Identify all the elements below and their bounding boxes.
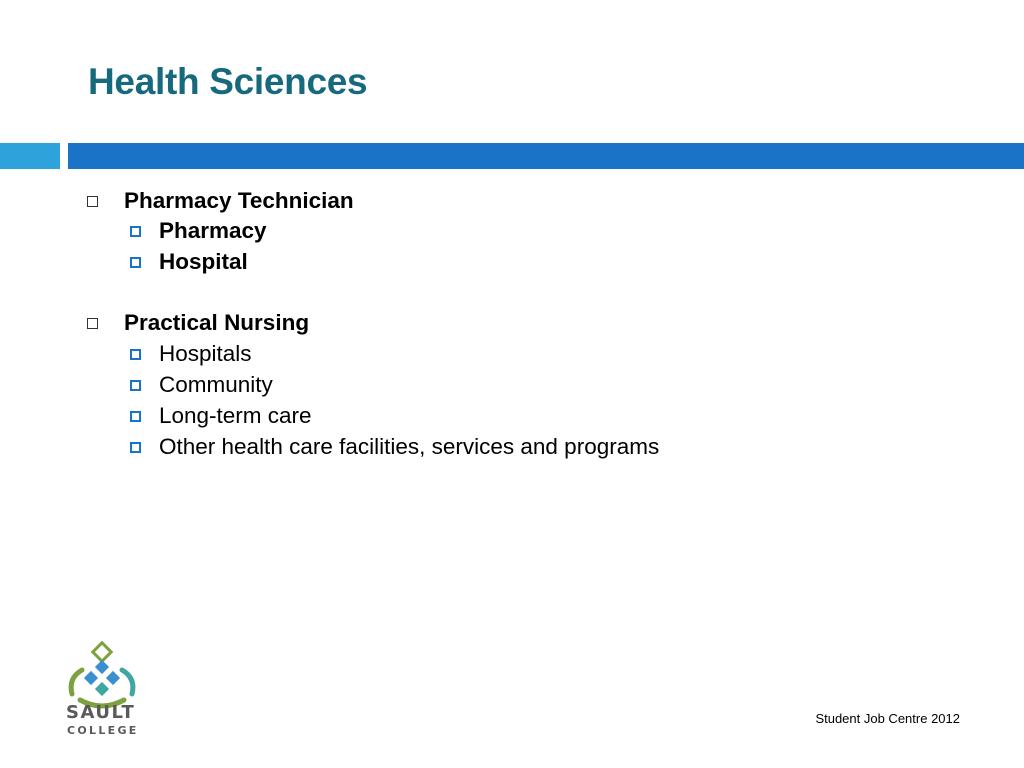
- list-item: Hospitals: [159, 341, 252, 366]
- list-item: Other health care facilities, services and programs: [159, 434, 660, 459]
- section-heading-pharmacy-technician: Pharmacy Technician: [124, 188, 354, 213]
- list-item: Pharmacy: [159, 218, 267, 243]
- hollow-square-icon: [87, 318, 98, 329]
- blue-outlined-square-icon: [130, 442, 141, 453]
- header-bar: [68, 143, 1024, 169]
- blue-outlined-square-icon: [130, 380, 141, 391]
- logo-text-college: COLLEGE: [67, 724, 139, 737]
- slide-footer: Student Job Centre 2012: [815, 711, 960, 726]
- blue-outlined-square-icon: [130, 411, 141, 422]
- hollow-square-icon: [87, 196, 98, 207]
- blue-outlined-square-icon: [130, 257, 141, 268]
- blue-outlined-square-icon: [130, 349, 141, 360]
- blue-outlined-square-icon: [130, 226, 141, 237]
- header-bar-accent: [0, 143, 60, 169]
- list-item: Hospital: [159, 249, 248, 274]
- list-item: Community: [159, 372, 273, 397]
- logo-text-sault: SAULT: [66, 702, 136, 723]
- slide-title: Health Sciences: [88, 61, 368, 102]
- section-heading-practical-nursing: Practical Nursing: [124, 310, 310, 335]
- list-item: Long-term care: [159, 403, 312, 428]
